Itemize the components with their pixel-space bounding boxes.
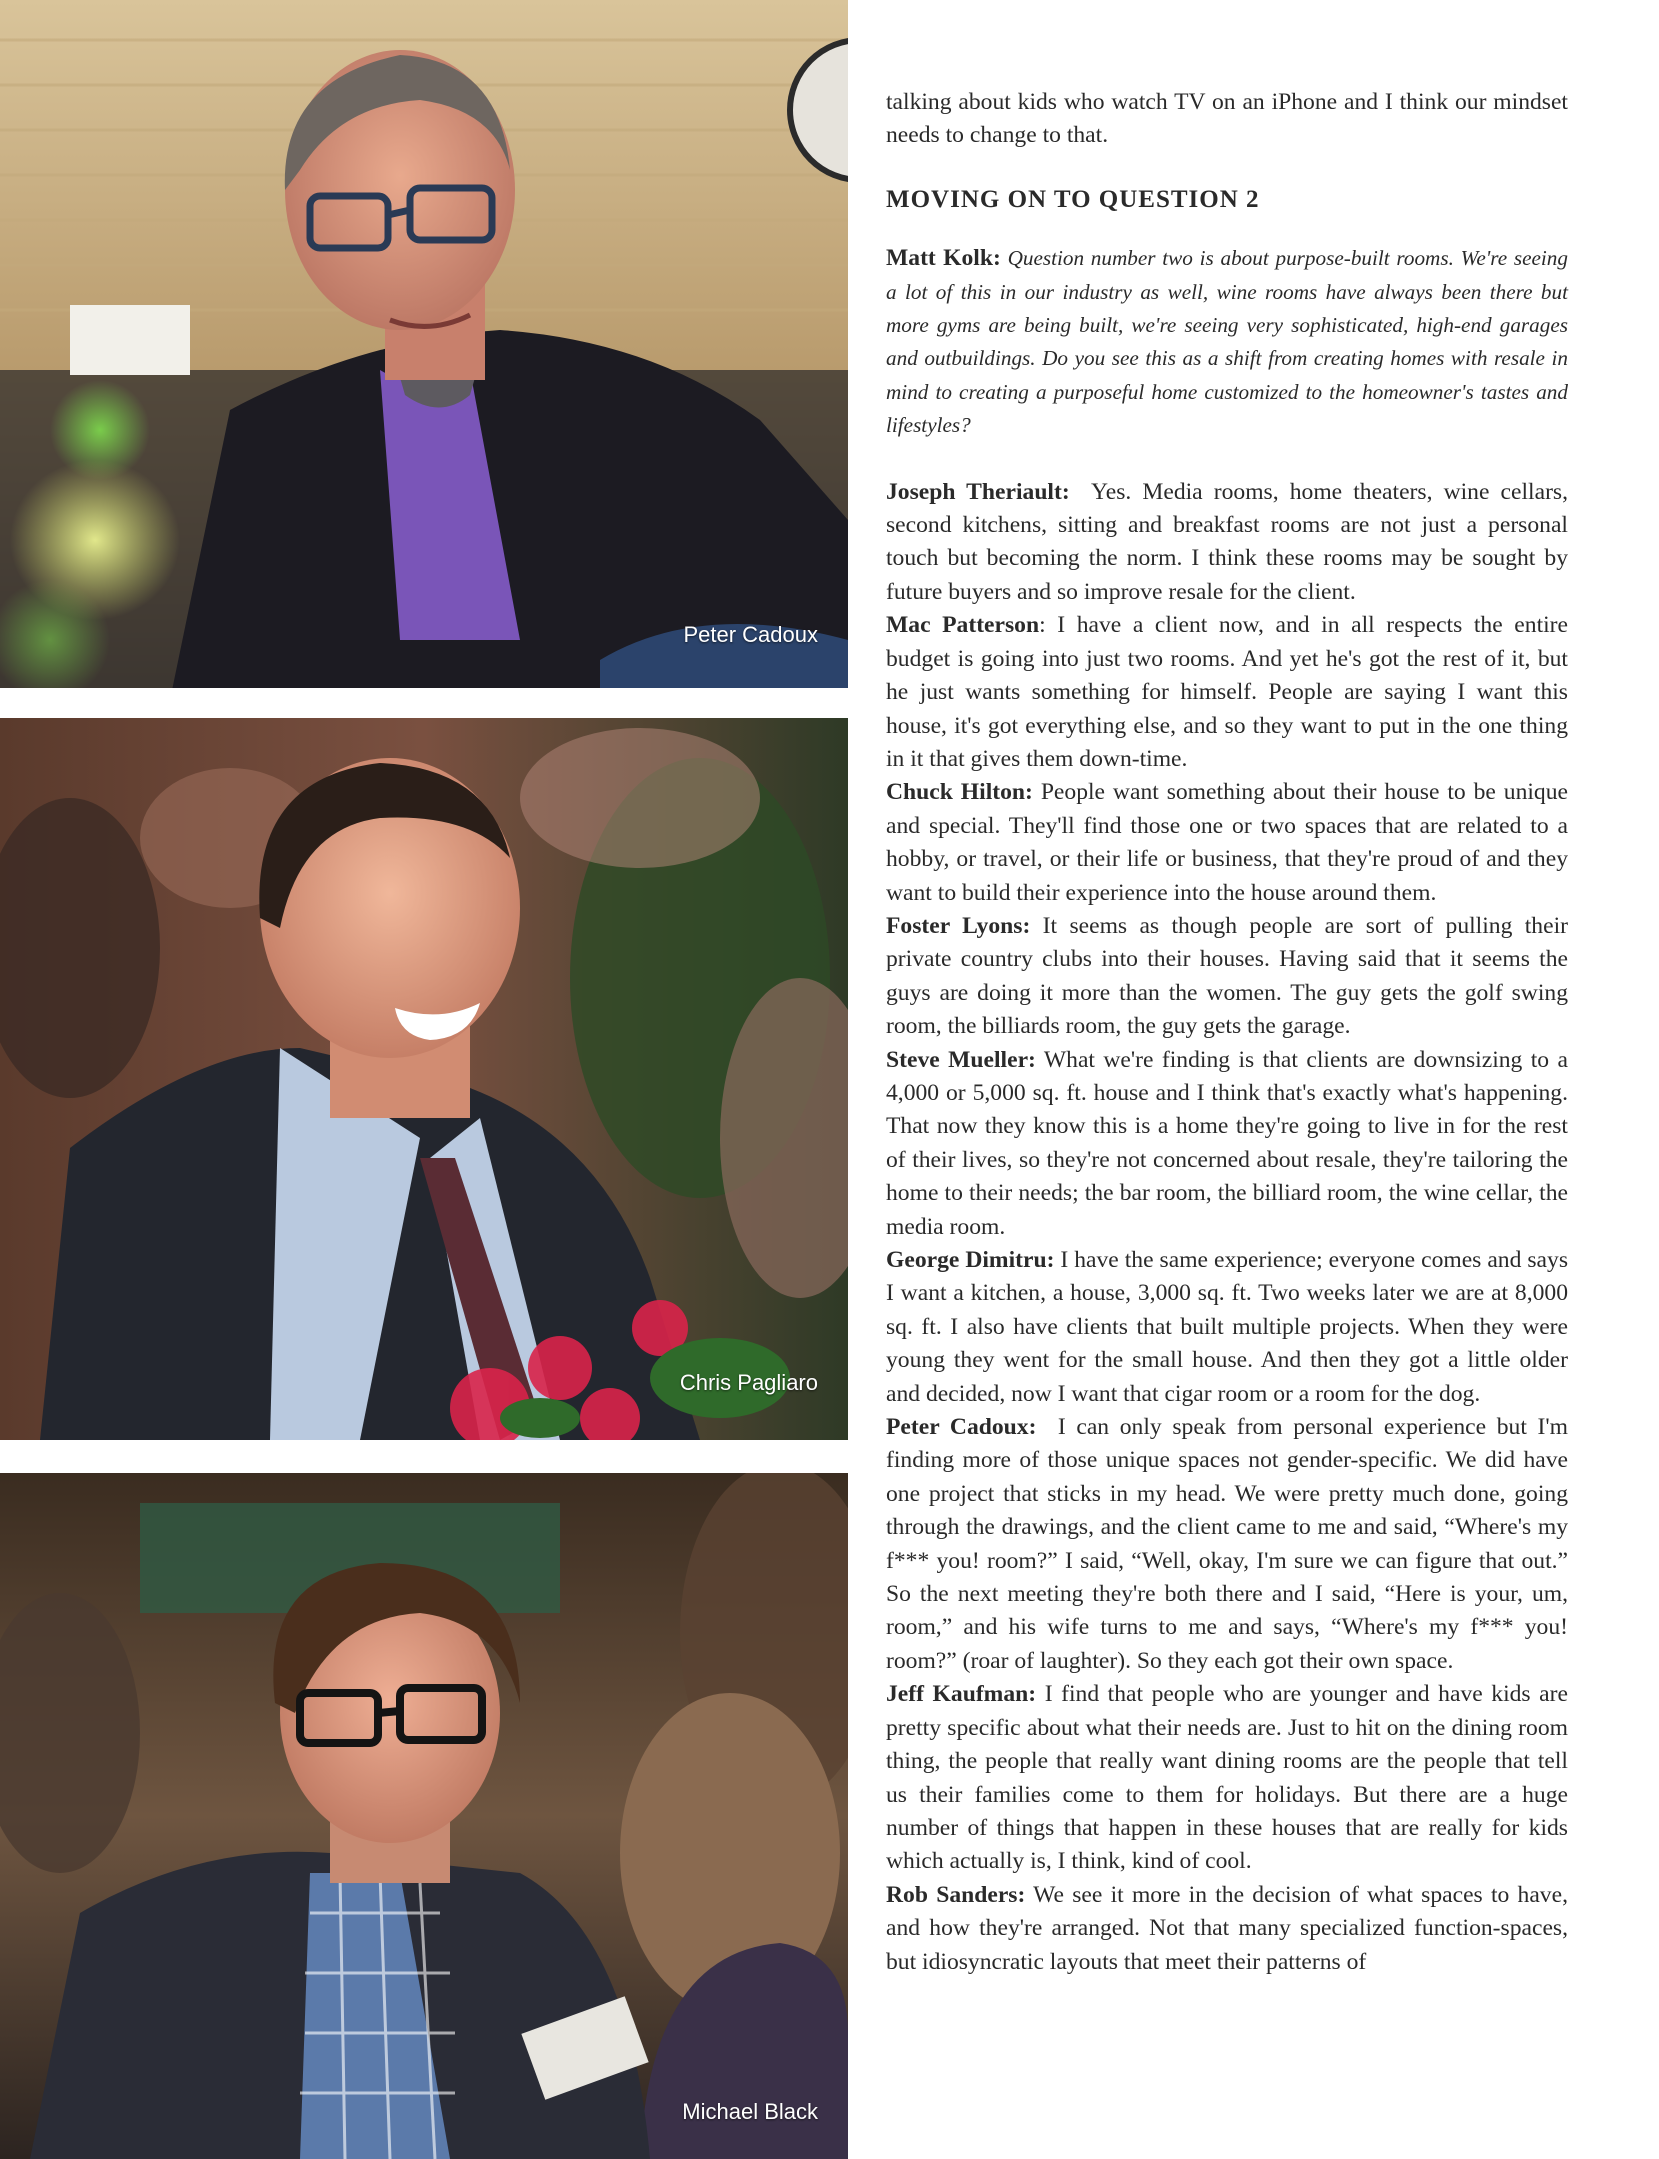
question-paragraph xyxy=(886,242,1568,442)
photo-chris-pagliaro xyxy=(0,718,848,1440)
answer-paragraph xyxy=(886,1879,1568,1979)
answer-speaker: Chuck Hilton: xyxy=(886,779,1033,806)
photo-michael-black xyxy=(0,1473,848,2159)
answer-text: People want something about their house to be unique and special. They'll find those one or two spaces that are related to a hobby, or travel, or their life or business, that they're proud of and they want to build their experience into the house around them. xyxy=(886,779,1569,906)
answer-text: : I have a client now, and in all respects the entire budget is going into just two rooms. And yet he's got the rest of it, but he just wants something for himself. People are saying I want this house, it's got everything else, and so they want to put in the one thing in it that gives them down-time. xyxy=(886,612,1569,772)
answer-text: What we're finding is that clients are downsizing to a 4,000 or 5,000 sq. ft. house and I think that's exactly what's happening. That now they know this is a home they're going to live in for the rest of their lives, so they're not concerned about resale, they're tailoring the home to their needs; the bar room, the billiard room, the wine cellar, the media room. xyxy=(886,1046,1568,1240)
answer-text: I find that people who are younger and have kids are pretty specific about what their needs are. Just to hit on the dining room thing, the people that really want dining rooms are the people that tell us their families come to them for holidays. But there are a huge number of things that happen in these houses that are really for kids which actually is, I think, kind of cool. xyxy=(886,1681,1568,1875)
answer-paragraph xyxy=(886,1044,1568,1244)
photo-caption: Chris Pagliaro xyxy=(679,1370,818,1395)
answer-text: It seems as though people are sort of pulling their private country clubs into their houses. Having said that it seems the guys are doing it more than the women. The guy gets the golf swing room, the billiards room, the guy gets the garage. xyxy=(886,912,1568,1040)
photo-chris-pagliaro-image xyxy=(0,718,848,1440)
article-text-column xyxy=(886,86,1568,1979)
photo-peter-cadoux-image xyxy=(0,0,848,688)
question-speaker: Matt Kolk: xyxy=(886,245,1001,272)
answer-text: Yes. Media rooms, home theaters, wine cellars, second kitchens, sitting and breakfast rooms are not just a personal touch but becoming the norm. I think these rooms may be sought by future buyers and so improve resale for the client. xyxy=(886,478,1569,605)
answer-text: We see it more in the decision of what spaces to have, and how they're arranged. Not that many specialized function-spaces, but idiosyncratic layouts that meet their patterns of xyxy=(886,1881,1568,1975)
answer-paragraph xyxy=(886,476,1568,610)
answer-speaker: Joseph Theriault: xyxy=(886,478,1070,505)
answer-speaker: Steve Mueller: xyxy=(886,1046,1036,1073)
photo-michael-black-image xyxy=(0,1473,848,2159)
section-heading: MOVING ON TO QUESTION 2 xyxy=(886,185,1260,213)
answer-speaker: Foster Lyons: xyxy=(886,912,1031,939)
answer-paragraph xyxy=(886,1411,1568,1678)
answer-paragraph xyxy=(886,776,1568,910)
answer-paragraph xyxy=(886,1678,1568,1878)
photo-peter-cadoux xyxy=(0,0,848,688)
answer-paragraph xyxy=(886,910,1568,1044)
answer-speaker: George Dimitru: xyxy=(886,1247,1055,1273)
lead-paragraph: talking about kids who watch TV on an iPhone and I think our mindset needs to change to that. xyxy=(886,89,1568,149)
answer-speaker: Mac Patterson xyxy=(886,612,1040,639)
answer-speaker: Jeff Kaufman: xyxy=(886,1681,1037,1708)
question-text: Question number two is about purpose-built rooms. We're seeing a lot of this in our industry as well, wine rooms have always been there but more gyms are being built, we're seeing very sophisticated, high-end garages and outbuildings. Do you see this as a shift from creating homes with resale in mind to creating a purposeful home customized to the homeowner's tastes and lifestyles? xyxy=(886,246,1568,438)
answer-text: I have the same experience; everyone comes and says I want a kitchen, a house, 3,000 sq. ft. Two weeks later we are at 8,000 sq. ft. I also have clients that built multiple projects. When they were young they went for the small house. And then they got a little older and decided, now I want that cigar room or a room for the dog. xyxy=(886,1247,1568,1407)
answer-text: I can only speak from personal experience but I'm finding more of those unique spaces not gender-specific. We did have one project that sticks in my head. We were pretty much done, going through the drawings, and the client came to me and said, “Where's my f*** you! room?” I said, “Well, okay, I'm sure we can figure that out.” So the next meeting they're both there and I said, “Here is your, um, room,” and his wife turns to me and says, “Where's my f*** you! room?” (roar of laughter). So they each got their own space. xyxy=(886,1414,1569,1674)
answer-speaker: Rob Sanders: xyxy=(886,1881,1026,1908)
photo-caption: Peter Cadoux xyxy=(683,622,818,647)
photo-caption: Michael Black xyxy=(682,2099,818,2124)
answer-paragraph xyxy=(886,609,1568,776)
answer-speaker: Peter Cadoux: xyxy=(886,1414,1037,1441)
answer-paragraph xyxy=(886,1244,1568,1411)
